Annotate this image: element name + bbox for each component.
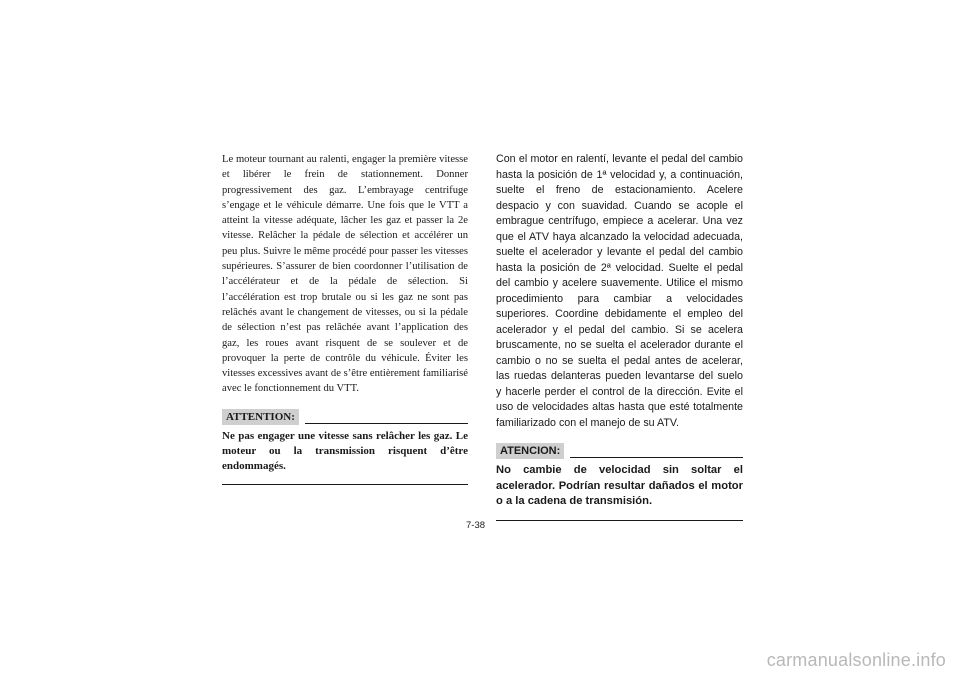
spanish-warning-header — [496, 443, 743, 459]
page-number: 7-38 — [466, 520, 486, 531]
spanish-warning-rule — [570, 457, 743, 458]
french-warning-rule — [305, 423, 468, 424]
french-warning-text: Ne pas engager une vitesse sans relâcher les gaz. Le moteur ou la transmission risquent d’être endommagés. — [222, 429, 468, 472]
spanish-warning-label: ATENCION: — [496, 443, 564, 459]
spanish-body-text: Con el motor en ralentí, levante el pedal del cambio hasta la posición de 1ª velocidad y, a continuación, suelte el freno de estacionamiento. Acelere despacio y con suavidad. Cuando se acople el embrague centrífugo, empiece a acelerar. Una vez que el ATV haya alcanzado la velocidad adecuada, suelte el acelerador y levante el pedal del cambio hasta la posición de 2ª velocidad. Suelte el pedal del cambio y acelere suavemente. Utilice el mismo procedimiento para cambiar a velocidades superiores. Coordine debidamente el empleo del acelerador y el pedal del cambio. Si se acelera bruscamente, no se suelta el acelerador durante el cambio o no se suelta el pedal antes de acelerar, las ruedas delanteras pueden levantarse del suelo y hacerle perder el control de la dirección. Evite el uso de velocidades altas hasta que esté totalmente familiarizado con el manejo de su ATV. — [496, 153, 743, 429]
spanish-column — [496, 152, 743, 521]
spanish-warning-bottom-rule — [496, 520, 743, 521]
french-column — [222, 152, 468, 485]
watermark: carmanualsonline.info — [766, 650, 946, 670]
spanish-warning-text: No cambie de velocidad sin soltar el acelerador. Podrían resultar dañados el motor o a la cadena de transmisión. — [496, 464, 743, 507]
french-warning-header — [222, 409, 468, 425]
french-warning-label: ATTENTION: — [222, 409, 299, 425]
french-body-text: Le moteur tournant au ralenti, engager la première vitesse et libérer le frein de stationnement. Donner progressivement des gaz. L’embrayage centrifuge s’engage et le véhicule démarre. Une fois que le VTT a atteint la vitesse adéquate, lâcher les gaz et passer la 2e vitesse. Relâcher la pédale de sélection et accélérer un peu plus. Suivre le même procédé pour passer les vitesses supérieures. S’assurer de bien coordonner l’utilisation de l’accélérateur et de la pédale de sélection. Si l’accélération est trop brutale ou si les gaz ne sont pas relâchés avant le changement de vitesses, ou si la pédale de sélection n’est pas relâchée avant l’application des gaz, les roues avant risquent de se soulever et de provoquer la perte de contrôle du véhicule. Éviter les vitesses excessives avant de s’être entièrement familiarisé avec le fonctionnement du VTT. — [222, 154, 468, 395]
french-warning-bottom-rule — [222, 484, 468, 485]
